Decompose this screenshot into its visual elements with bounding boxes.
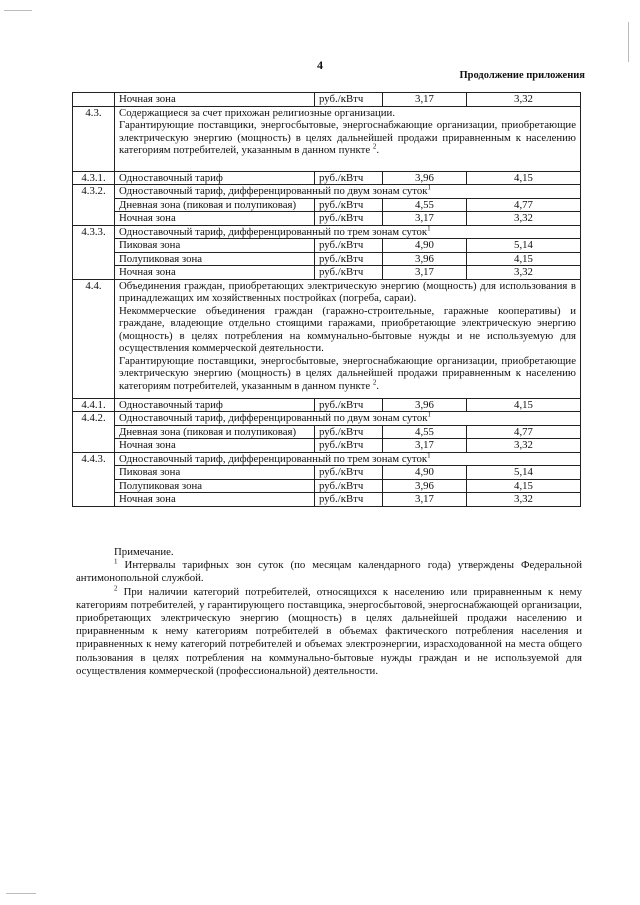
table-row	[73, 412, 581, 426]
table-row	[73, 479, 581, 493]
description-paragraph: Гарантирующие поставщики, энергосбытовые, энергоснабжающие организации, приобретающие электрическую энергию (мощность) в целях дальнейшей продажи приравненным к населению категориям потребителей, указанным в данном пункте $^2$.	[119, 354, 576, 392]
zone-name: Ночная зона	[115, 212, 315, 226]
row-number: 4.4.	[73, 279, 115, 398]
value-second-half: 5,14	[467, 239, 581, 253]
zone-name: Ночная зона	[115, 93, 315, 107]
unit-cell: руб./кВтч	[315, 425, 383, 439]
value-first-half: 3,17	[383, 212, 467, 226]
tariff-title: Одноставочный тариф, дифференцированный по трем зонам суток$^1$	[115, 452, 581, 466]
value-second-half: 3,32	[467, 266, 581, 280]
footnote-marker: 1	[114, 557, 118, 566]
zone-name: Полупиковая зона	[115, 479, 315, 493]
description-text: Гарантирующие поставщики, энергосбытовые, энергоснабжающие организации, приобретающие электрическую энергию (мощность) в целях дальнейшей продажи приравненным к населению категориям потребителей, указанным в данном пункте	[119, 119, 576, 156]
table-row	[73, 93, 581, 107]
value-first-half: 3,17	[383, 93, 467, 107]
value-first-half: 3,17	[383, 493, 467, 507]
row-number: 4.4.1.	[73, 398, 115, 412]
row-number: 4.3.3.	[73, 225, 115, 279]
table-row	[73, 225, 581, 239]
unit-cell: руб./кВтч	[315, 212, 383, 226]
row-number	[73, 93, 115, 107]
value-first-half: 4,55	[383, 198, 467, 212]
tariff-table	[72, 92, 581, 507]
zone-name: Пиковая зона	[115, 466, 315, 480]
row-number: 4.4.3.	[73, 452, 115, 506]
footnote-marker: 2	[114, 584, 118, 593]
unit-cell: руб./кВтч	[315, 266, 383, 280]
table-row	[73, 466, 581, 480]
notes-heading: Примечание.	[114, 546, 174, 558]
table-row	[73, 106, 581, 171]
value-second-half: 3,32	[467, 93, 581, 107]
table-row	[73, 252, 581, 266]
footnote-1: $^1$ Интервалы тарифных зон суток (по месяцам календарного года) утверждены Федеральной антимонопольной службой.	[76, 557, 583, 585]
value-second-half: 4,15	[467, 398, 581, 412]
row-number: 4.3.	[73, 106, 115, 171]
footnote-ref: 1	[427, 410, 432, 419]
footnote-ref: 1	[427, 450, 431, 459]
category-description	[115, 106, 581, 171]
zone-name: Ночная зона	[115, 266, 315, 280]
tariff-title: Одноставочный тариф, дифференцированный по двум зонам суток$^1$	[115, 412, 581, 426]
table-row	[73, 452, 581, 466]
value-first-half: 4,55	[383, 425, 467, 439]
tariff-title: Одноставочный тариф, дифференцированный по двум зонам суток$^1$	[115, 185, 581, 199]
description-paragraph: Объединения граждан, приобретающих электрическую энергию (мощность) для использования в принадлежащих им хозяйственных постройках (погреба, сараи).	[119, 279, 576, 304]
unit-cell: руб./кВтч	[315, 252, 383, 266]
row-number: 4.4.2.	[73, 412, 115, 453]
zone-name: Пиковая зона	[115, 239, 315, 253]
footnotes	[76, 546, 582, 678]
unit-cell: руб./кВтч	[315, 466, 383, 480]
page-number: 4	[317, 58, 323, 72]
unit-cell: руб./кВтч	[315, 171, 383, 185]
tariff-name: Одноставочный тариф	[115, 171, 315, 185]
value-second-half: 4,15	[467, 252, 581, 266]
row-number: 4.3.1.	[73, 171, 115, 185]
value-first-half: 4,90	[383, 239, 467, 253]
unit-cell: руб./кВтч	[315, 479, 383, 493]
value-second-half: 4,15	[467, 479, 581, 493]
unit-cell: руб./кВтч	[315, 239, 383, 253]
zone-name: Полупиковая зона	[115, 252, 315, 266]
value-first-half: 4,90	[383, 466, 467, 480]
unit-cell: руб./кВтч	[315, 93, 383, 107]
value-first-half: 3,17	[383, 439, 467, 453]
unit-cell: руб./кВтч	[315, 398, 383, 412]
scan-artifact-bottom-left	[6, 893, 36, 894]
category-description	[115, 279, 581, 398]
zone-name: Ночная зона	[115, 493, 315, 507]
table-row	[73, 439, 581, 453]
continuation-label: Продолжение приложения	[459, 70, 585, 81]
scan-artifact-top-left	[4, 10, 32, 11]
footnote-ref: 1	[427, 223, 431, 232]
value-first-half: 3,96	[383, 171, 467, 185]
table-row	[73, 185, 581, 199]
zone-name: Дневная зона (пиковая и полупиковая)	[115, 425, 315, 439]
footnote-ref: 1	[427, 183, 432, 192]
description-line: Содержащиеся за счет прихожан религиозные организации.	[119, 106, 396, 119]
unit-cell: руб./кВтч	[315, 493, 383, 507]
table-row	[73, 279, 581, 398]
table-row	[73, 171, 581, 185]
scan-artifact-right-edge	[628, 22, 629, 62]
description-paragraph: Гарантирующие поставщики, энергосбытовые, энергоснабжающие организации, приобретающие электрическую энергию (мощность) в целях дальнейшей продажи приравненным к населению категориям потребителей, указанным в данном пункте $^2$.	[119, 119, 576, 156]
zone-name: Ночная зона	[115, 439, 315, 453]
row-number: 4.3.2.	[73, 185, 115, 226]
unit-cell: руб./кВтч	[315, 439, 383, 453]
tariff-title: Одноставочный тариф, дифференцированный по трем зонам суток$^1$	[115, 225, 581, 239]
value-second-half: 4,77	[467, 425, 581, 439]
table-row	[73, 239, 581, 253]
footnote-2: $^2$ При наличии категорий потребителей, относящихся к населению или приравненным к нему категориям потребителей, у гарантирующего поставщика, энергосбытовой, энергоснабжающей организации, приобретающих электрическую энергию (мощность) в целях дальнейшей продажи населению и приравненным к нему категориям потребителей в объемах фактического потребления населения и приравненных к нему категорий потребителей и объемах электроэнергии, израсходованной на места общего пользования в целях потребления на коммунально-бытовые нужды граждан и не используемой для осуществления коммерческой (профессиональной) деятельности.	[76, 584, 582, 677]
description-paragraph: Некоммерческие объединения граждан (гаражно-строительные, гаражные кооперативы) и граждане, владеющие отдельно стоящими гаражами, приобретающие электрическую энергию (мощность) в целях потребления на коммунально-бытовые нужды и не используемую для осуществления коммерческой деятельности.	[119, 304, 576, 354]
table-row	[73, 425, 581, 439]
table-row	[73, 493, 581, 507]
value-first-half: 3,96	[383, 398, 467, 412]
description-text: Гарантирующие поставщики, энергосбытовые, энергоснабжающие организации, приобретающие электрическую энергию (мощность) в целях дальнейшей продажи приравненным к населению категориям потребителей, указанным в данном пункте	[119, 354, 576, 392]
value-second-half: 5,14	[467, 466, 581, 480]
value-second-half: 3,32	[467, 212, 581, 226]
footnote-ref: 2	[372, 377, 377, 386]
value-first-half: 3,17	[383, 266, 467, 280]
table-row	[73, 198, 581, 212]
footnote-ref: 2	[372, 142, 377, 151]
table-row	[73, 266, 581, 280]
table-row	[73, 212, 581, 226]
value-first-half: 3,96	[383, 479, 467, 493]
value-first-half: 3,96	[383, 252, 467, 266]
zone-name: Дневная зона (пиковая и полупиковая)	[115, 198, 315, 212]
unit-cell: руб./кВтч	[315, 198, 383, 212]
table-row	[73, 398, 581, 412]
tariff-name: Одноставочный тариф	[115, 398, 315, 412]
value-second-half: 3,32	[467, 493, 581, 507]
value-second-half: 3,32	[467, 439, 581, 453]
value-second-half: 4,15	[467, 171, 581, 185]
value-second-half: 4,77	[467, 198, 581, 212]
